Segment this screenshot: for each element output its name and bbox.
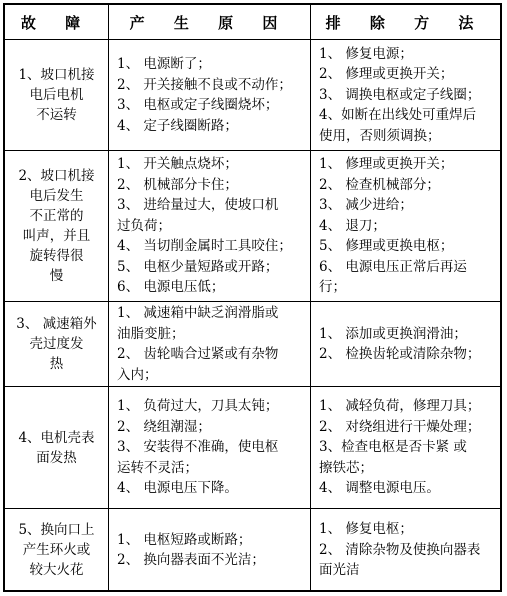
cause-line: 6、 电源电压低； (117, 279, 225, 296)
remedy-line: 1、 减轻负荷，修理刀具； (319, 398, 481, 415)
cause-line: 2、 齿轮啮合过紧或有杂物 (117, 346, 279, 362)
table-row (5, 509, 500, 591)
cause-line: 1、 减速箱中缺乏润滑脂或 (117, 305, 279, 321)
fault-line: 旋转得很 (29, 248, 84, 264)
fault-line: 产生环火或 (22, 542, 91, 558)
cause-line: 3、 电枢或定子线圈烧坏； (117, 97, 279, 113)
remedy-line: 3、检查电枢是否卡紧 或 (319, 439, 467, 456)
cause-line: 入内； (117, 366, 158, 383)
fault-line: 电后电机 (29, 87, 84, 103)
fault-line: 4、电机壳表 (18, 429, 95, 446)
remedy-line: 使用，否则须调换； (319, 127, 441, 144)
remedy-cell (311, 151, 500, 301)
remedy-line: 擦铁芯； (319, 459, 373, 476)
cause-cell (109, 151, 311, 301)
header-cause: 产 生 原 因 (109, 5, 311, 39)
cause-line: 3、 安装得不准确，使电枢 (117, 439, 279, 456)
fault-line: 5、换向口上 (18, 522, 95, 538)
fault-line: 慢 (49, 268, 64, 284)
fault-line: 电后发生 (29, 188, 84, 204)
cause-line: 4、 电源电压下降。 (117, 480, 238, 497)
cause-line: 2、 机械部分卡住； (117, 176, 238, 193)
remedy-line: 2、 修理或更换开关； (319, 66, 454, 83)
fault-line: 较大火花 (29, 562, 84, 578)
remedy-line: 2、 清除杂物及使换向器表 (319, 541, 481, 558)
cause-cell (109, 302, 311, 386)
fault-line: 1、坡口机接 (18, 67, 95, 83)
fault-cell (5, 151, 109, 301)
cause-line: 1、 电源断了； (117, 56, 211, 72)
table-row (5, 151, 500, 302)
remedy-line: 1、 修复电枢； (319, 521, 413, 538)
cause-line: 4、 当切削金属时工具咬住； (117, 238, 292, 255)
cause-cell (109, 387, 311, 508)
remedy-cell (311, 387, 500, 508)
cause-line: 1、 开关触点烧坏； (117, 156, 238, 173)
remedy-line: 2、 检换齿轮或清除杂物； (319, 346, 481, 362)
fault-cell (5, 40, 109, 150)
cause-line: 2、 绕组潮湿； (117, 418, 211, 435)
fault-line: 壳过度发 (29, 336, 84, 352)
remedy-line: 1、 修复电源； (319, 45, 413, 62)
header-remedy: 排 除 方 法 (325, 13, 486, 32)
cause-cell (109, 509, 311, 591)
cause-line: 4、 定子线圈断路； (117, 117, 238, 134)
remedy-line: 2、 检查机械部分； (319, 176, 440, 193)
remedy-line: 6、 电源电压正常后再运 (319, 258, 467, 275)
cause-line: 3、 进给量过大，使坡口机 (117, 197, 279, 214)
remedy-line: 3、 减少进给； (319, 197, 413, 214)
fault-line: 面发热 (36, 449, 77, 466)
cause-line: 1、 电枢短路或断路； (117, 531, 252, 548)
remedy-line: 4、如断在出线处可重焊后 (319, 107, 477, 124)
cause-line: 5、 电枢少量短路或开路； (117, 258, 279, 275)
fault-line: 不正常的 (29, 208, 84, 224)
cause-line: 2、 换向器表面不光洁； (117, 552, 265, 568)
cause-cell (109, 40, 311, 150)
troubleshooting-table (3, 3, 502, 592)
remedy-cell (311, 40, 500, 150)
fault-line: 2、坡口机接 (18, 168, 95, 184)
remedy-line: 2、 对绕组进行干燥处理； (319, 418, 481, 435)
remedy-line: 4、 退刀； (319, 217, 386, 234)
cause-line: 过负荷； (117, 217, 171, 234)
remedy-line: 面光洁 (319, 562, 360, 579)
fault-line: 不运转 (36, 107, 77, 123)
cause-line: 2、 开关接触不良或不动作； (117, 76, 292, 93)
remedy-line: 3、 调换电枢或定子线圈； (319, 86, 481, 103)
remedy-line: 4、 调整电源电压。 (319, 480, 440, 497)
remedy-cell (311, 509, 500, 591)
fault-line: 热 (49, 356, 64, 372)
table-row (5, 302, 500, 387)
header-row (5, 5, 500, 40)
fault-cell (5, 509, 109, 591)
header-fault: 故 障 (5, 5, 109, 39)
remedy-line: 1、 修理或更换开关； (319, 156, 454, 173)
remedy-cell (311, 302, 500, 386)
fault-line: 叫声，并且 (22, 228, 91, 244)
cause-line: 运转不灵活； (117, 459, 198, 476)
remedy-line: 行； (319, 279, 346, 296)
fault-line: 3、 减速箱外 (16, 316, 97, 332)
remedy-line: 5、 修理或更换电枢； (319, 238, 454, 255)
fault-cell (5, 302, 109, 386)
remedy-line: 1、 添加或更换润滑油； (319, 325, 467, 342)
cause-line: 油脂变脏； (117, 325, 185, 342)
table-row (5, 40, 500, 151)
fault-cell (5, 387, 109, 508)
cause-line: 1、 负荷过大，刀具太钝； (117, 398, 279, 415)
table-row (5, 387, 500, 509)
